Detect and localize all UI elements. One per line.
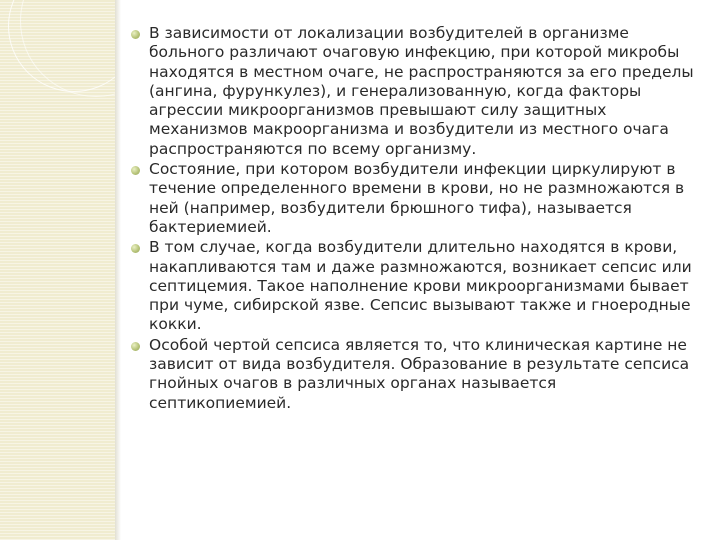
bullet-dot-icon xyxy=(131,244,140,253)
bullet-text-part: инфекцию, при которой микробы находятся в местном очаге, не распространяются за его пределы (ангина, фурункулез), и xyxy=(149,43,694,100)
bullet-text: Состояние, при котором возбудители инфекции циркулируют в течение определенного времени в крови, но не размножаются в ней (например, возбудители брюшного тифа), называется бактериемией. xyxy=(149,160,685,236)
bullet-item-sepsis xyxy=(131,238,703,334)
bullet-text-part: В зависимости от локализации возбудителей в организме больного различают xyxy=(149,24,629,62)
bullet-list xyxy=(131,24,703,414)
bullet-item-bacteremia xyxy=(131,160,703,237)
bullet-text-part: , когда факторы агрессии микроорганизмов превышают силу защитных механизмов макроорганизма и возбудители из местного очага распространяются по всему организму. xyxy=(149,81,669,158)
bullet-dot-icon xyxy=(131,342,140,351)
bullet-text: Особой чертой сепсиса является то, что клиническая картине не зависит от вида возбудителя. Образование в результате сепсиса гнойных очагов в различных органах называется септикопиемией. xyxy=(149,335,690,412)
term-local-infection: очаговую xyxy=(322,43,400,62)
side-band-shadow xyxy=(115,0,121,540)
term-generalized-infection: генерализованную xyxy=(351,81,507,100)
bullet-item-localization xyxy=(131,24,703,159)
bullet-item-septicopyemia xyxy=(131,336,703,413)
bullet-text: В том случае, когда возбудители длительно находятся в крови, накапливаются там и даже размножаются, возникает сепсис или септицемия. Такое наполнение крови микроорганизмами бывает при чуме, сибирской язве. Сепсис вызывают также и гноеродные кокки. xyxy=(149,238,692,334)
bullet-dot-icon xyxy=(131,166,140,175)
decorative-side-band xyxy=(0,0,115,540)
bullet-dot-icon xyxy=(131,30,140,39)
